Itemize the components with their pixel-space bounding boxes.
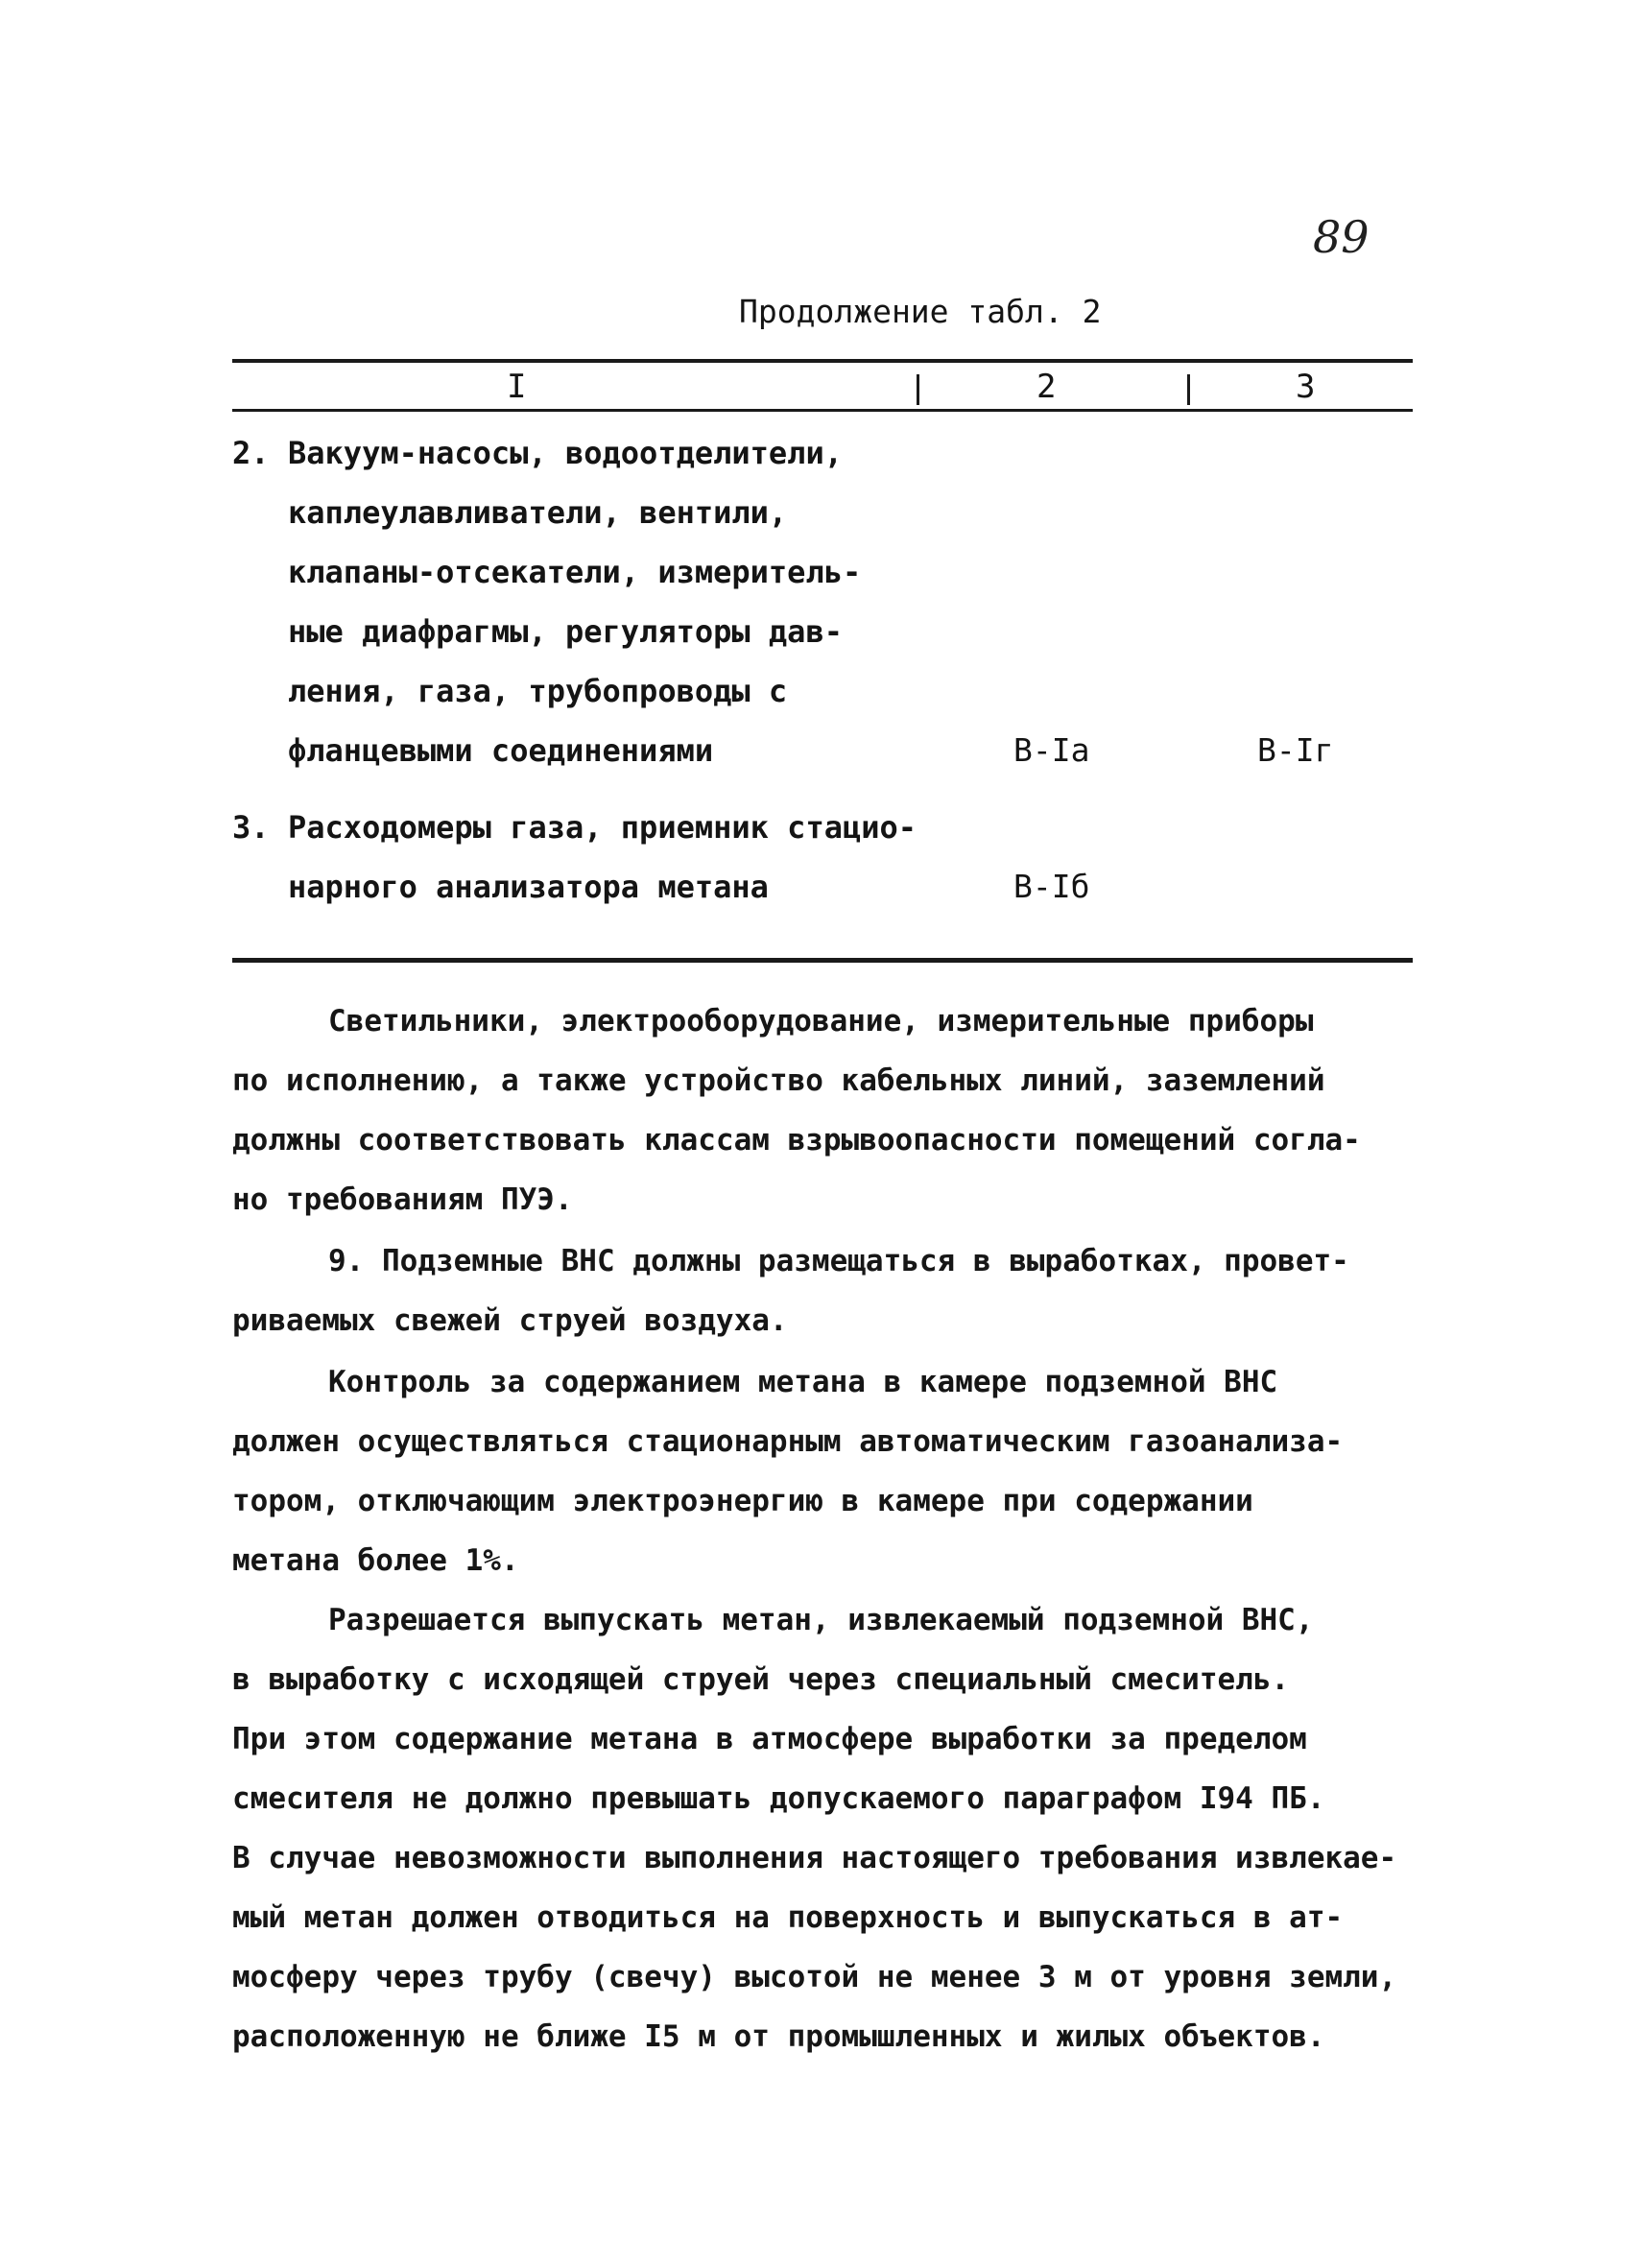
table-row-text: Расходомеры газа, приемник стацио- [288, 809, 917, 846]
body-text-line: 9. Подземные ВНС должны размещаться в выработках, провет- [328, 1244, 1349, 1278]
body-text-line: Светильники, электрооборудование, измерительные приборы [328, 1004, 1314, 1039]
body-text-line: мый метан должен отводиться на поверхность и выпускаться в ат- [232, 1900, 1344, 1935]
body-text-line: При этом содержание метана в атмосфере выработки за пределом [232, 1722, 1307, 1756]
body-text-line: в выработку с исходящей струей через специальный смеситель. [232, 1662, 1290, 1697]
table-top-rule [232, 359, 1413, 363]
body-text-line: расположенную не ближе I5 м от промышленных и жилых объектов. [232, 2019, 1325, 2054]
table-row-text: Вакуум-насосы, водоотделители, [288, 435, 843, 471]
body-text-line: В случае невозможности выполнения настоящего требования извлекае- [232, 1841, 1397, 1875]
body-text-line: риваемых свежей струей воздуха. [232, 1303, 788, 1338]
table-cell-zone-class: В-Iг [1257, 731, 1334, 769]
column-header-3: 3 [1296, 368, 1316, 406]
body-text-line: тором, отключающим электроэнергию в камере при содержании [232, 1484, 1253, 1518]
table-row-text: нарного анализатора метана [288, 869, 769, 905]
body-text-line: по исполнению, а также устройство кабельных линий, заземлений [232, 1063, 1325, 1098]
body-text-line: мосферу через трубу (свечу) высотой не менее 3 м от уровня земли, [232, 1960, 1397, 1994]
table-row-number: 3. [232, 809, 270, 846]
column-header-2: 2 [1036, 368, 1057, 406]
body-text-line: должен осуществляться стационарным автоматическим газоанализа- [232, 1424, 1344, 1459]
table-row-text: ления, газа, трубопроводы с [288, 673, 788, 709]
body-text-line: метана более 1%. [232, 1543, 519, 1578]
body-text-line: но требованиям ПУЭ. [232, 1182, 573, 1217]
column-separator [917, 374, 919, 405]
table-cell-zone-class: В-Iа [1013, 731, 1090, 769]
page-number: 89 [1313, 211, 1370, 263]
table-row-text: клапаны-отсекатели, измеритель- [288, 554, 862, 590]
table-cell-zone-class: В-Iб [1013, 868, 1090, 905]
table-row-text: фланцевыми соединениями [288, 732, 714, 769]
body-text-line: Разрешается выпускать метан, извлекаемый подземной ВНС, [328, 1603, 1314, 1637]
table-caption: Продолжение табл. 2 [739, 293, 1102, 330]
table-header-rule [232, 409, 1413, 412]
table-row-text: ные диафрагмы, регуляторы дав- [288, 613, 843, 650]
body-text-line: должны соответствовать классам взрывоопасности помещений согла- [232, 1123, 1361, 1158]
column-header-1: I [507, 368, 527, 406]
table-bottom-rule [232, 958, 1413, 963]
table-row-number: 2. [232, 435, 270, 471]
body-text-line: смесителя не должно превышать допускаемого параграфом I94 ПБ. [232, 1781, 1325, 1816]
column-separator [1187, 374, 1190, 405]
table-row-text: каплеулавливатели, вентили, [288, 494, 788, 531]
body-text-line: Контроль за содержанием метана в камере подземной ВНС [328, 1365, 1278, 1399]
